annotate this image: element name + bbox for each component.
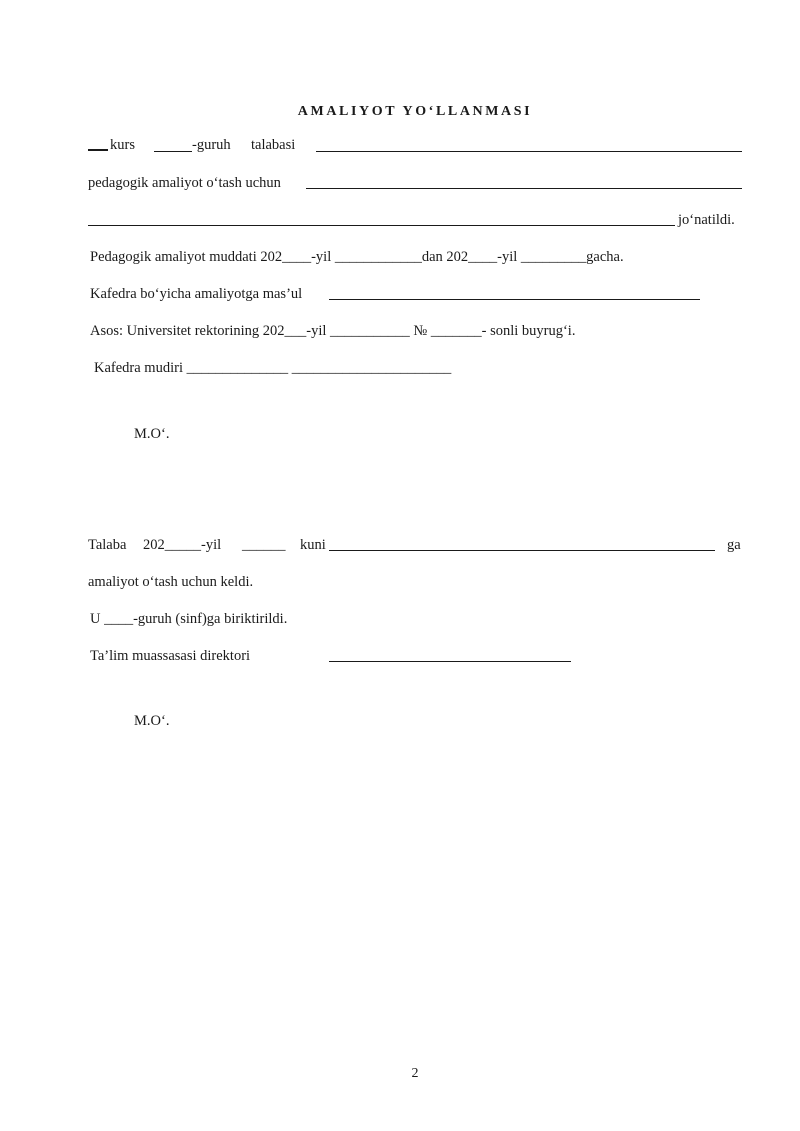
arrival-purpose-label: amaliyot o‘tash uchun keldi. bbox=[88, 574, 254, 590]
ga-suffix: ga bbox=[727, 537, 741, 553]
school-director-label: Ta’lim muassasasi direktori bbox=[90, 648, 251, 664]
group-blank bbox=[154, 151, 192, 152]
practice-period-line: Pedagogik amaliyot muddati 202____-yil ____________dan 202____-yil _________gacha. bbox=[90, 249, 624, 265]
course-blank bbox=[88, 149, 108, 151]
department-head-line: Kafedra mudiri ______________ ______________________ bbox=[94, 360, 452, 376]
page-number: 2 bbox=[411, 1066, 419, 1081]
department-supervisor-blank bbox=[329, 299, 700, 300]
student-arrival-label: Talaba bbox=[88, 537, 127, 553]
day-label: kuni bbox=[300, 537, 326, 553]
arrival-date-blank: ______ bbox=[242, 537, 286, 553]
department-supervisor-label: Kafedra bo‘yicha amaliyotga mas’ul bbox=[90, 286, 303, 302]
arrival-year: 202_____-yil bbox=[143, 537, 222, 553]
student-name-blank bbox=[316, 151, 742, 152]
practice-purpose-label: pedagogik amaliyot o‘tash uchun bbox=[88, 175, 281, 191]
document-title: AMALIYOT YO‘LLANMASI bbox=[297, 104, 533, 119]
seal-place-label: M.O‘. bbox=[134, 426, 170, 442]
group-assignment-line: U ____-guruh (sinf)ga biriktirildi. bbox=[90, 611, 288, 627]
course-label: kurs bbox=[110, 137, 135, 153]
student-label: talabasi bbox=[251, 137, 296, 153]
group-label: -guruh bbox=[192, 137, 231, 153]
practice-place-blank bbox=[306, 188, 742, 189]
sent-label: jo‘natildi. bbox=[678, 212, 735, 228]
basis-order-line: Asos: Universitet rektorining 202___-yil ___________ № _______- sonli buyrug‘i. bbox=[90, 323, 576, 339]
school-director-signature-blank bbox=[329, 661, 571, 662]
seal-place-label-2: M.O‘. bbox=[134, 713, 170, 729]
practice-place-blank-2 bbox=[88, 225, 675, 226]
arrival-place-blank bbox=[329, 550, 715, 551]
